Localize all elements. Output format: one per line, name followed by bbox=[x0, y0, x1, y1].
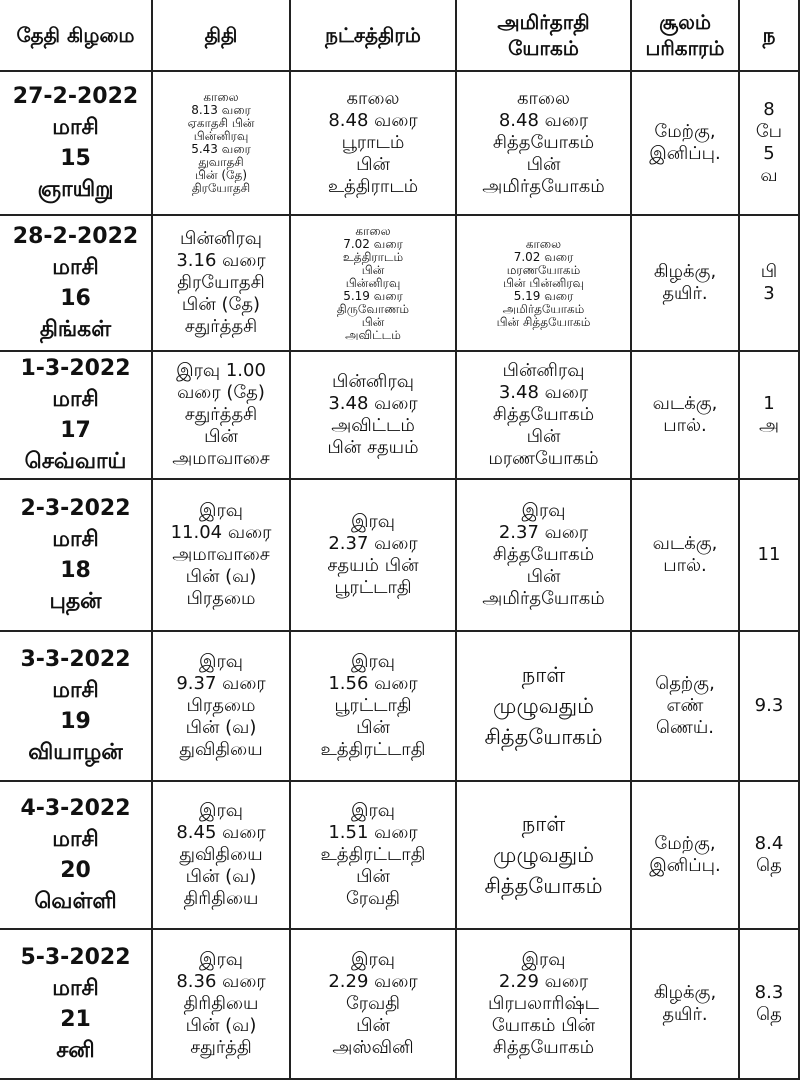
date-cell bbox=[0, 631, 152, 781]
date-cell-line: மாசி bbox=[52, 115, 99, 140]
thithi-cell-line: பிரதமை bbox=[186, 588, 256, 609]
nakshatra-cell-line: 3.48 வரை bbox=[328, 393, 418, 414]
nakshatra-cell-line: இரவு bbox=[350, 511, 396, 532]
date-cell-line: 21 bbox=[60, 1007, 91, 1032]
yogam-cell-line: யோகம் பின் bbox=[491, 1015, 596, 1036]
yogam-cell-line: சித்தயோகம் bbox=[492, 132, 595, 153]
thithi-cell-line: திரயோதசி bbox=[177, 272, 265, 293]
date-cell-line: வெள்ளி bbox=[34, 889, 117, 914]
yogam-cell bbox=[456, 781, 631, 929]
last-cell bbox=[739, 631, 799, 781]
date-cell bbox=[0, 479, 152, 631]
yogam-cell-line: 7.02 வரை bbox=[513, 249, 574, 264]
thithi-cell-line: 11.04 வரை bbox=[170, 522, 272, 543]
soolam-cell-line: கிழக்கு, bbox=[653, 982, 717, 1003]
thithi-cell-line: சதுர்த்தசி bbox=[184, 316, 258, 337]
thithi-cell bbox=[152, 479, 290, 631]
yogam-cell-line: 5.19 வரை bbox=[513, 288, 574, 303]
thithi-cell-line: 8.13 வரை bbox=[191, 103, 251, 117]
thithi-cell-line: இரவு bbox=[198, 949, 244, 970]
yogam-cell-line: 3.48 வரை bbox=[498, 382, 589, 403]
nakshatra-cell-line: உத்திராடம் bbox=[342, 249, 404, 264]
nakshatra-cell bbox=[290, 929, 456, 1079]
nakshatra-cell-line: பின்னிரவு bbox=[332, 371, 414, 392]
nakshatra-cell-line: 8.48 வரை bbox=[328, 110, 418, 131]
soolam-cell bbox=[631, 631, 739, 781]
last-cell bbox=[739, 71, 799, 215]
last-cell-line: 5 bbox=[763, 143, 775, 164]
table-row bbox=[0, 479, 799, 631]
table-row bbox=[0, 215, 799, 351]
thithi-cell-line: இரவு 1.00 bbox=[176, 360, 266, 381]
nakshatra-cell-line: 1.51 வரை bbox=[328, 822, 418, 843]
thithi-cell-line: பின்னிரவு bbox=[180, 228, 262, 249]
table-row bbox=[0, 71, 799, 215]
yogam-cell-line: சித்தயோகம் bbox=[492, 544, 595, 565]
yogam-cell-line: காலை bbox=[517, 88, 570, 109]
yogam-cell-line: பின் பின்னிரவு bbox=[502, 275, 585, 290]
last-cell-line: வ bbox=[760, 165, 778, 186]
nakshatra-cell-line: 7.02 வரை bbox=[343, 236, 403, 251]
thithi-cell-line: இரவு bbox=[198, 651, 244, 672]
table-row bbox=[0, 781, 799, 929]
soolam-cell-line: மேற்கு, bbox=[654, 833, 716, 854]
date-cell-line: 16 bbox=[60, 286, 91, 311]
nakshatra-cell-line: பின் bbox=[356, 717, 390, 738]
nakshatra-cell-line: அஸ்வினி bbox=[332, 1037, 414, 1058]
last-cell bbox=[739, 781, 799, 929]
header-yogam: அமிர்தாதி யோகம் bbox=[456, 0, 631, 71]
thithi-cell-line: திரிதியை bbox=[183, 888, 259, 909]
soolam-cell bbox=[631, 479, 739, 631]
yogam-cell-line: 8.48 வரை bbox=[498, 110, 589, 131]
thithi-cell-line: துவிதியை bbox=[179, 739, 263, 760]
thithi-cell-line: சதுர்த்தசி bbox=[184, 404, 258, 425]
date-cell-line: 1-3-2022 bbox=[20, 356, 131, 381]
thithi-cell-line: அமாவாசை bbox=[172, 448, 270, 469]
soolam-cell bbox=[631, 215, 739, 351]
thithi-cell-line: வரை (தே) bbox=[177, 382, 265, 403]
yogam-cell-line: நாள் bbox=[521, 662, 566, 687]
last-cell-line: 11 bbox=[757, 544, 781, 565]
thithi-cell-line: திரிதியை bbox=[183, 993, 259, 1014]
last-cell-line: 9.3 bbox=[754, 695, 784, 716]
soolam-cell-line: ணெய். bbox=[655, 717, 715, 738]
thithi-cell-line: சதுர்த்தி bbox=[190, 1037, 252, 1058]
thithi-cell-line: பின் (வ) bbox=[185, 866, 257, 887]
last-cell-line: 3 bbox=[763, 283, 775, 304]
yogam-cell bbox=[456, 479, 631, 631]
thithi-cell bbox=[152, 71, 290, 215]
thithi-cell-line: துவிதியை bbox=[179, 844, 263, 865]
thithi-cell-line: பின்னிரவு bbox=[193, 129, 249, 143]
yogam-cell-line: காலை bbox=[525, 236, 562, 251]
date-cell-line: மாசி bbox=[52, 976, 99, 1001]
nakshatra-cell-line: உத்திரட்டாதி bbox=[320, 739, 426, 760]
date-cell-line: செவ்வாய் bbox=[24, 449, 127, 474]
nakshatra-cell-line: இரவு bbox=[350, 800, 396, 821]
thithi-cell-line: பின் (வ) bbox=[185, 566, 257, 587]
header-row bbox=[0, 0, 799, 71]
soolam-cell bbox=[631, 71, 739, 215]
date-cell-line: மாசி bbox=[52, 678, 99, 703]
soolam-cell bbox=[631, 781, 739, 929]
header-date: தேதி கிழமை bbox=[0, 0, 152, 71]
date-cell bbox=[0, 71, 152, 215]
date-cell-line: 15 bbox=[60, 146, 91, 171]
header-thithi: திதி bbox=[152, 0, 290, 71]
yogam-cell bbox=[456, 929, 631, 1079]
yogam-cell-line: அமிர்தயோகம் bbox=[482, 176, 605, 197]
thithi-cell-line: பிரதமை bbox=[186, 695, 256, 716]
table-row bbox=[0, 351, 799, 479]
nakshatra-cell-line: திருவோணம் bbox=[336, 301, 410, 316]
soolam-cell bbox=[631, 351, 739, 479]
nakshatra-cell-line: பின்னிரவு bbox=[345, 275, 401, 290]
header-last: ந bbox=[739, 0, 799, 71]
yogam-cell-line: மரணயோகம் bbox=[488, 448, 599, 469]
yogam-cell-line: அமிர்தயோகம் bbox=[502, 301, 585, 316]
thithi-cell-line: துவாதசி bbox=[198, 155, 244, 169]
last-cell bbox=[739, 479, 799, 631]
date-cell-line: மாசி bbox=[52, 387, 99, 412]
date-cell-line: சனி bbox=[56, 1038, 95, 1063]
yogam-cell bbox=[456, 71, 631, 215]
last-cell bbox=[739, 929, 799, 1079]
yogam-cell-line: சித்தயோகம் bbox=[484, 873, 603, 898]
date-cell-line: ஞாயிறு bbox=[37, 177, 114, 202]
date-cell-line: மாசி bbox=[52, 827, 99, 852]
nakshatra-cell-line: இரவு bbox=[350, 651, 396, 672]
soolam-cell-line: இனிப்பு. bbox=[649, 855, 721, 876]
last-cell-line: பே bbox=[755, 121, 783, 142]
last-cell-line: அ bbox=[758, 415, 779, 436]
date-cell-line: 20 bbox=[60, 858, 91, 883]
yogam-cell-line: பின் bbox=[526, 154, 561, 175]
nakshatra-cell bbox=[290, 71, 456, 215]
yogam-cell-line: பின் சித்தயோகம் bbox=[496, 314, 591, 329]
soolam-cell bbox=[631, 929, 739, 1079]
date-cell-line: மாசி bbox=[52, 255, 99, 280]
nakshatra-cell-line: உத்திரட்டாதி bbox=[320, 844, 426, 865]
thithi-cell-line: பின் (தே) bbox=[194, 168, 248, 182]
nakshatra-cell-line: 5.19 வரை bbox=[343, 288, 403, 303]
thithi-cell-line: ஏகாதசி பின் bbox=[187, 116, 255, 130]
thithi-cell-line: காலை bbox=[203, 90, 239, 104]
date-cell-line: 4-3-2022 bbox=[20, 796, 131, 821]
soolam-cell-line: வடக்கு, bbox=[652, 393, 718, 414]
yogam-cell-line: பின்னிரவு bbox=[502, 360, 585, 381]
yogam-cell-line: பின் bbox=[526, 426, 561, 447]
soolam-cell-line: பால். bbox=[663, 415, 707, 436]
yogam-cell-line: மரணயோகம் bbox=[506, 262, 581, 277]
thithi-cell-line: திரயோதசி bbox=[191, 181, 251, 195]
nakshatra-cell-line: அவிட்டம் bbox=[331, 415, 415, 436]
yogam-cell-line: இரவு bbox=[521, 500, 566, 521]
nakshatra-cell-line: பின் சதயம் bbox=[327, 437, 419, 458]
date-cell bbox=[0, 215, 152, 351]
thithi-cell-line: 9.37 வரை bbox=[176, 673, 266, 694]
table-row bbox=[0, 631, 799, 781]
date-cell-line: 3-3-2022 bbox=[20, 647, 131, 672]
thithi-cell bbox=[152, 351, 290, 479]
soolam-cell-line: வடக்கு, bbox=[652, 533, 718, 554]
nakshatra-cell-line: பின் bbox=[356, 154, 390, 175]
thithi-cell-line: அமாவாசை bbox=[172, 544, 270, 565]
last-cell-line: 8.3 bbox=[754, 982, 784, 1003]
yogam-cell-line: 2.37 வரை bbox=[498, 522, 589, 543]
yogam-cell-line: இரவு bbox=[521, 949, 566, 970]
yogam-cell-line: முழுவதும் bbox=[493, 842, 594, 867]
yogam-cell-line: பிரபலாரிஷ்ட bbox=[488, 993, 599, 1014]
last-cell-line: பி bbox=[760, 261, 778, 282]
yogam-cell-line: சித்தயோகம் bbox=[492, 1037, 595, 1058]
thithi-cell bbox=[152, 631, 290, 781]
thithi-cell bbox=[152, 215, 290, 351]
last-cell-line: 8 bbox=[763, 99, 775, 120]
thithi-cell-line: இரவு bbox=[198, 500, 244, 521]
thithi-cell-line: பின் (தே) bbox=[181, 294, 261, 315]
yogam-cell-line: அமிர்தயோகம் bbox=[482, 588, 605, 609]
nakshatra-cell-line: பூரட்டாதி bbox=[334, 695, 412, 716]
soolam-cell-line: கிழக்கு, bbox=[653, 261, 717, 282]
header-soolam: சூலம் பரிகாரம் bbox=[631, 0, 739, 71]
soolam-cell-line: எண் bbox=[666, 695, 704, 716]
soolam-cell-line: மேற்கு, bbox=[654, 121, 716, 142]
soolam-cell-line: பால். bbox=[663, 555, 707, 576]
nakshatra-cell-line: காலை bbox=[355, 223, 391, 238]
last-cell bbox=[739, 351, 799, 479]
date-cell bbox=[0, 929, 152, 1079]
last-cell-line: தெ bbox=[756, 855, 782, 876]
last-cell-line: தெ bbox=[756, 1004, 782, 1025]
yogam-cell-line: சித்தயோகம் bbox=[492, 404, 595, 425]
nakshatra-cell-line: காலை bbox=[346, 88, 400, 109]
nakshatra-cell-line: பின் bbox=[361, 262, 385, 277]
last-cell-line: 1 bbox=[763, 393, 775, 414]
thithi-cell-line: 5.43 வரை bbox=[191, 142, 251, 156]
date-cell-line: திங்கள் bbox=[39, 317, 112, 342]
yogam-cell bbox=[456, 351, 631, 479]
thithi-cell-line: 8.45 வரை bbox=[176, 822, 266, 843]
date-cell-line: புதன் bbox=[49, 589, 102, 614]
thithi-cell-line: இரவு bbox=[198, 800, 244, 821]
nakshatra-cell-line: பின் bbox=[356, 866, 390, 887]
nakshatra-cell bbox=[290, 215, 456, 351]
nakshatra-cell bbox=[290, 631, 456, 781]
yogam-cell bbox=[456, 215, 631, 351]
last-cell-line: 8.4 bbox=[754, 833, 784, 854]
thithi-cell-line: பின் (வ) bbox=[185, 1015, 257, 1036]
date-cell-line: 2-3-2022 bbox=[20, 496, 131, 521]
nakshatra-cell bbox=[290, 781, 456, 929]
nakshatra-cell-line: ரேவதி bbox=[345, 993, 401, 1014]
nakshatra-cell bbox=[290, 351, 456, 479]
nakshatra-cell-line: பூராடம் bbox=[341, 132, 405, 153]
date-cell bbox=[0, 781, 152, 929]
nakshatra-cell-line: பின் bbox=[361, 314, 385, 329]
yogam-cell-line: 2.29 வரை bbox=[498, 971, 589, 992]
thithi-cell-line: 3.16 வரை bbox=[176, 250, 266, 271]
date-cell-line: மாசி bbox=[52, 527, 99, 552]
nakshatra-cell bbox=[290, 479, 456, 631]
table-row bbox=[0, 929, 799, 1079]
yogam-cell-line: நாள் bbox=[521, 811, 566, 836]
soolam-cell-line: தெற்கு, bbox=[655, 673, 715, 694]
yogam-cell-line: முழுவதும் bbox=[493, 693, 594, 718]
soolam-cell-line: இனிப்பு. bbox=[649, 143, 721, 164]
nakshatra-cell-line: இரவு bbox=[350, 949, 396, 970]
thithi-cell bbox=[152, 929, 290, 1079]
yogam-cell-line: சித்தயோகம் bbox=[484, 724, 603, 749]
thithi-cell-line: பின் (வ) bbox=[185, 717, 257, 738]
nakshatra-cell-line: சதயம் பின் bbox=[327, 555, 419, 576]
date-cell bbox=[0, 351, 152, 479]
date-cell-line: 27-2-2022 bbox=[12, 84, 139, 109]
nakshatra-cell-line: 2.29 வரை bbox=[328, 971, 418, 992]
nakshatra-cell-line: பூரட்டாதி bbox=[334, 577, 412, 598]
nakshatra-cell-line: 2.37 வரை bbox=[328, 533, 418, 554]
header-nakshatra: நட்சத்திரம் bbox=[290, 0, 456, 71]
date-cell-line: 18 bbox=[60, 558, 91, 583]
nakshatra-cell-line: அவிட்டம் bbox=[345, 327, 401, 342]
soolam-cell-line: தயிர். bbox=[662, 283, 708, 304]
nakshatra-cell-line: ரேவதி bbox=[345, 888, 401, 909]
nakshatra-cell-line: 1.56 வரை bbox=[328, 673, 418, 694]
date-cell-line: 19 bbox=[60, 709, 91, 734]
date-cell-line: 17 bbox=[60, 418, 91, 443]
yogam-cell bbox=[456, 631, 631, 781]
last-cell bbox=[739, 215, 799, 351]
nakshatra-cell-line: உத்திராடம் bbox=[327, 176, 419, 197]
date-cell-line: 5-3-2022 bbox=[20, 945, 131, 970]
thithi-cell-line: பின் bbox=[204, 426, 238, 447]
yogam-cell-line: பின் bbox=[526, 566, 561, 587]
thithi-cell bbox=[152, 781, 290, 929]
soolam-cell-line: தயிர். bbox=[662, 1004, 708, 1025]
date-cell-line: 28-2-2022 bbox=[12, 224, 139, 249]
date-cell-line: வியாழன் bbox=[28, 740, 123, 765]
thithi-cell-line: 8.36 வரை bbox=[176, 971, 266, 992]
nakshatra-cell-line: பின் bbox=[356, 1015, 390, 1036]
